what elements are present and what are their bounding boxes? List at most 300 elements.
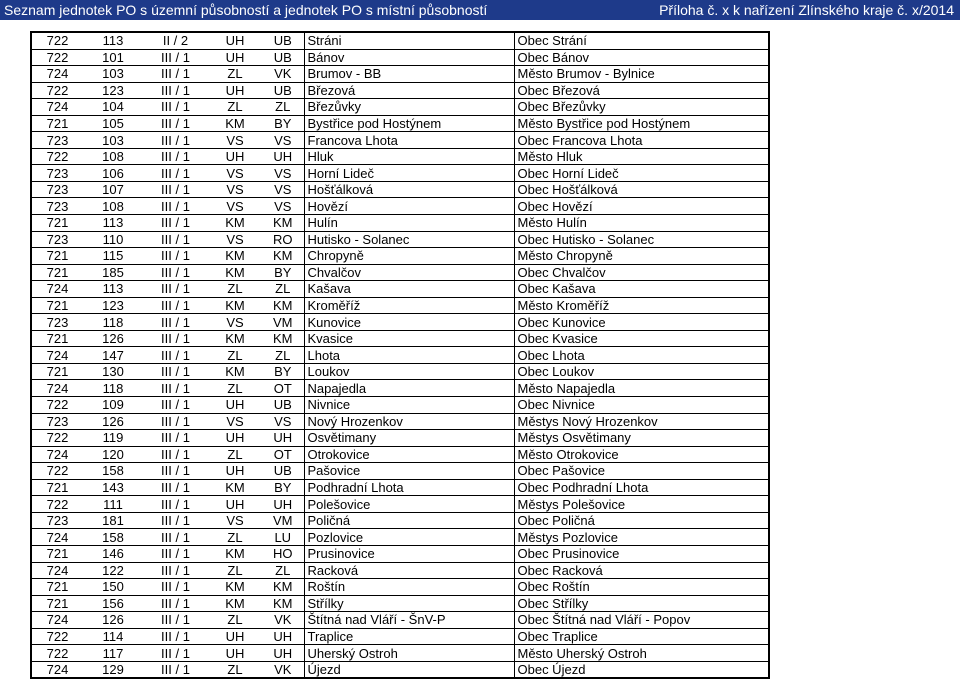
unit-code-cell: 721 [31, 330, 83, 347]
unit-code-cell: 723 [31, 512, 83, 529]
unit-code-cell: 721 [31, 479, 83, 496]
unit-number-cell: 181 [83, 512, 143, 529]
location-cell: Březová [304, 82, 514, 99]
unit-code-cell: 723 [31, 165, 83, 182]
table-row [31, 248, 769, 265]
category-cell: III / 1 [143, 463, 208, 480]
unit-number-cell: 130 [83, 363, 143, 380]
district-cell: UH [208, 32, 262, 49]
location-cell: Loukov [304, 363, 514, 380]
district-cell: ZL [208, 529, 262, 546]
district-cell: ZL [208, 380, 262, 397]
table-row [31, 99, 769, 116]
location-cell: Poličná [304, 512, 514, 529]
district-cell: UH [208, 148, 262, 165]
category-cell: III / 1 [143, 181, 208, 198]
table-row [31, 231, 769, 248]
municipality-cell: Město Otrokovice [514, 446, 769, 463]
district-cell: ZL [208, 99, 262, 116]
district-cell: KM [208, 248, 262, 265]
unit-number-cell: 113 [83, 32, 143, 49]
unit-code-cell: 723 [31, 314, 83, 331]
unit-code-cell: 724 [31, 612, 83, 629]
category-cell: III / 1 [143, 413, 208, 430]
unit-number-cell: 150 [83, 579, 143, 596]
unit-number-cell: 122 [83, 562, 143, 579]
district-cell: ZL [208, 347, 262, 364]
unit-number-cell: 143 [83, 479, 143, 496]
location-cell: Chvalčov [304, 264, 514, 281]
district-cell: ZL [208, 66, 262, 83]
category-cell: III / 1 [143, 661, 208, 678]
area-code-cell: HO [262, 545, 304, 562]
district-cell: KM [208, 215, 262, 232]
location-cell: Hluk [304, 148, 514, 165]
district-cell: KM [208, 595, 262, 612]
area-code-cell: ZL [262, 99, 304, 116]
table-row [31, 181, 769, 198]
location-cell: Kvasice [304, 330, 514, 347]
table-row [31, 115, 769, 132]
area-code-cell: BY [262, 264, 304, 281]
area-code-cell: OT [262, 446, 304, 463]
table-body [31, 32, 769, 678]
location-cell: Hutisko - Solanec [304, 231, 514, 248]
category-cell: III / 1 [143, 314, 208, 331]
unit-number-cell: 104 [83, 99, 143, 116]
table-row [31, 82, 769, 99]
district-cell: VS [208, 413, 262, 430]
unit-code-cell: 723 [31, 413, 83, 430]
unit-code-cell: 724 [31, 66, 83, 83]
district-cell: KM [208, 115, 262, 132]
location-cell: Polešovice [304, 496, 514, 513]
unit-number-cell: 113 [83, 215, 143, 232]
municipality-cell: Obec Podhradní Lhota [514, 479, 769, 496]
table-row [31, 148, 769, 165]
unit-number-cell: 114 [83, 628, 143, 645]
location-cell: Chropyně [304, 248, 514, 265]
district-cell: UH [208, 82, 262, 99]
category-cell: III / 1 [143, 612, 208, 629]
unit-code-cell: 722 [31, 32, 83, 49]
location-cell: Nový Hrozenkov [304, 413, 514, 430]
area-code-cell: VM [262, 314, 304, 331]
municipality-cell: Městys Polešovice [514, 496, 769, 513]
unit-code-cell: 721 [31, 115, 83, 132]
unit-code-cell: 721 [31, 363, 83, 380]
unit-number-cell: 156 [83, 595, 143, 612]
municipality-cell: Obec Střílky [514, 595, 769, 612]
unit-code-cell: 724 [31, 347, 83, 364]
table-row [31, 628, 769, 645]
table-row [31, 330, 769, 347]
location-cell: Traplice [304, 628, 514, 645]
unit-number-cell: 118 [83, 380, 143, 397]
unit-number-cell: 113 [83, 281, 143, 298]
district-cell: KM [208, 363, 262, 380]
location-cell: Kroměříž [304, 297, 514, 314]
location-cell: Střílky [304, 595, 514, 612]
table-row [31, 579, 769, 596]
table-row [31, 545, 769, 562]
location-cell: Lhota [304, 347, 514, 364]
municipality-cell: Obec Traplice [514, 628, 769, 645]
category-cell: III / 1 [143, 380, 208, 397]
location-cell: Hulín [304, 215, 514, 232]
location-cell: Březůvky [304, 99, 514, 116]
municipality-cell: Obec Lhota [514, 347, 769, 364]
district-cell: VS [208, 512, 262, 529]
category-cell: III / 1 [143, 330, 208, 347]
municipality-cell: Obec Poličná [514, 512, 769, 529]
table-row [31, 363, 769, 380]
municipality-cell: Obec Racková [514, 562, 769, 579]
location-cell: Hošťálková [304, 181, 514, 198]
municipality-cell: Obec Strání [514, 32, 769, 49]
location-cell: Kunovice [304, 314, 514, 331]
area-code-cell: UH [262, 430, 304, 447]
document-title: Seznam jednotek PO s územní působností a jednotek PO s místní působností [4, 2, 488, 18]
unit-number-cell: 126 [83, 413, 143, 430]
municipality-cell: Obec Prusinovice [514, 545, 769, 562]
municipality-cell: Obec Bánov [514, 49, 769, 66]
area-code-cell: VS [262, 198, 304, 215]
area-code-cell: BY [262, 363, 304, 380]
area-code-cell: UB [262, 49, 304, 66]
unit-code-cell: 722 [31, 463, 83, 480]
unit-code-cell: 723 [31, 132, 83, 149]
area-code-cell: KM [262, 297, 304, 314]
unit-number-cell: 111 [83, 496, 143, 513]
unit-number-cell: 119 [83, 430, 143, 447]
category-cell: II / 2 [143, 32, 208, 49]
unit-code-cell: 724 [31, 661, 83, 678]
district-cell: UH [208, 496, 262, 513]
category-cell: III / 1 [143, 248, 208, 265]
municipality-cell: Obec Horní Lideč [514, 165, 769, 182]
unit-code-cell: 721 [31, 297, 83, 314]
unit-code-cell: 722 [31, 430, 83, 447]
area-code-cell: UH [262, 148, 304, 165]
location-cell: Horní Lideč [304, 165, 514, 182]
municipality-cell: Obec Hovězí [514, 198, 769, 215]
unit-number-cell: 185 [83, 264, 143, 281]
unit-code-cell: 724 [31, 562, 83, 579]
district-cell: KM [208, 330, 262, 347]
category-cell: III / 1 [143, 579, 208, 596]
category-cell: III / 1 [143, 82, 208, 99]
unit-code-cell: 724 [31, 281, 83, 298]
location-cell: Uherský Ostroh [304, 645, 514, 662]
table-row [31, 32, 769, 49]
municipality-cell: Město Hulín [514, 215, 769, 232]
area-code-cell: OT [262, 380, 304, 397]
municipality-cell: Město Hluk [514, 148, 769, 165]
category-cell: III / 1 [143, 231, 208, 248]
municipality-cell: Obec Hutisko - Solanec [514, 231, 769, 248]
unit-number-cell: 118 [83, 314, 143, 331]
location-cell: Podhradní Lhota [304, 479, 514, 496]
district-cell: ZL [208, 446, 262, 463]
category-cell: III / 1 [143, 198, 208, 215]
unit-code-cell: 721 [31, 579, 83, 596]
location-cell: Pozlovice [304, 529, 514, 546]
table-row [31, 49, 769, 66]
municipality-cell: Obec Štítná nad Vláří - Popov [514, 612, 769, 629]
category-cell: III / 1 [143, 215, 208, 232]
location-cell: Otrokovice [304, 446, 514, 463]
category-cell: III / 1 [143, 545, 208, 562]
municipality-cell: Obec Březůvky [514, 99, 769, 116]
category-cell: III / 1 [143, 562, 208, 579]
table-row [31, 413, 769, 430]
unit-code-cell: 724 [31, 446, 83, 463]
district-cell: VS [208, 165, 262, 182]
category-cell: III / 1 [143, 165, 208, 182]
area-code-cell: UB [262, 463, 304, 480]
table-row [31, 66, 769, 83]
district-cell: KM [208, 479, 262, 496]
district-cell: KM [208, 545, 262, 562]
municipality-cell: Městys Osvětimany [514, 430, 769, 447]
municipality-cell: Obec Hošťálková [514, 181, 769, 198]
district-cell: ZL [208, 612, 262, 629]
table-row [31, 512, 769, 529]
unit-number-cell: 117 [83, 645, 143, 662]
municipality-cell: Město Chropyně [514, 248, 769, 265]
table-row [31, 297, 769, 314]
district-cell: VS [208, 231, 262, 248]
municipality-cell: Město Brumov - Bylnice [514, 66, 769, 83]
table-row [31, 496, 769, 513]
location-cell: Kašava [304, 281, 514, 298]
category-cell: III / 1 [143, 496, 208, 513]
location-cell: Pašovice [304, 463, 514, 480]
district-cell: KM [208, 264, 262, 281]
category-cell: III / 1 [143, 148, 208, 165]
category-cell: III / 1 [143, 115, 208, 132]
area-code-cell: VK [262, 612, 304, 629]
table-row [31, 612, 769, 629]
unit-code-cell: 722 [31, 82, 83, 99]
municipality-cell: Obec Chvalčov [514, 264, 769, 281]
table-row [31, 430, 769, 447]
municipality-cell: Město Napajedla [514, 380, 769, 397]
municipality-cell: Městys Nový Hrozenkov [514, 413, 769, 430]
area-code-cell: UH [262, 628, 304, 645]
area-code-cell: UH [262, 496, 304, 513]
area-code-cell: VS [262, 413, 304, 430]
district-cell: UH [208, 49, 262, 66]
category-cell: III / 1 [143, 66, 208, 83]
district-cell: VS [208, 181, 262, 198]
unit-code-cell: 724 [31, 380, 83, 397]
area-code-cell: KM [262, 330, 304, 347]
unit-number-cell: 129 [83, 661, 143, 678]
unit-number-cell: 126 [83, 612, 143, 629]
municipality-cell: Město Bystřice pod Hostýnem [514, 115, 769, 132]
area-code-cell: KM [262, 215, 304, 232]
category-cell: III / 1 [143, 99, 208, 116]
location-cell: Prusinovice [304, 545, 514, 562]
unit-code-cell: 722 [31, 397, 83, 414]
category-cell: III / 1 [143, 132, 208, 149]
unit-code-cell: 722 [31, 148, 83, 165]
category-cell: III / 1 [143, 645, 208, 662]
table-row [31, 165, 769, 182]
category-cell: III / 1 [143, 281, 208, 298]
unit-code-cell: 724 [31, 529, 83, 546]
unit-number-cell: 107 [83, 181, 143, 198]
area-code-cell: VS [262, 181, 304, 198]
municipality-cell: Obec Roštín [514, 579, 769, 596]
area-code-cell: VS [262, 165, 304, 182]
table-row [31, 314, 769, 331]
district-cell: UH [208, 463, 262, 480]
unit-number-cell: 110 [83, 231, 143, 248]
unit-code-cell: 723 [31, 231, 83, 248]
municipality-cell: Obec Kunovice [514, 314, 769, 331]
area-code-cell: BY [262, 479, 304, 496]
table-row [31, 215, 769, 232]
municipality-cell: Město Kroměříž [514, 297, 769, 314]
location-cell: Napajedla [304, 380, 514, 397]
unit-number-cell: 123 [83, 82, 143, 99]
area-code-cell: RO [262, 231, 304, 248]
unit-code-cell: 723 [31, 181, 83, 198]
location-cell: Nivnice [304, 397, 514, 414]
location-cell: Francova Lhota [304, 132, 514, 149]
unit-code-cell: 721 [31, 595, 83, 612]
area-code-cell: UB [262, 32, 304, 49]
category-cell: III / 1 [143, 297, 208, 314]
location-cell: Osvětimany [304, 430, 514, 447]
location-cell: Roštín [304, 579, 514, 596]
category-cell: III / 1 [143, 446, 208, 463]
unit-code-cell: 721 [31, 545, 83, 562]
unit-code-cell: 721 [31, 248, 83, 265]
table-row [31, 645, 769, 662]
district-cell: KM [208, 579, 262, 596]
unit-number-cell: 101 [83, 49, 143, 66]
table-row [31, 198, 769, 215]
category-cell: III / 1 [143, 49, 208, 66]
document-header [0, 0, 960, 20]
table-row [31, 397, 769, 414]
district-cell: ZL [208, 562, 262, 579]
area-code-cell: KM [262, 248, 304, 265]
table-row [31, 562, 769, 579]
municipality-cell: Obec Nivnice [514, 397, 769, 414]
area-code-cell: LU [262, 529, 304, 546]
unit-number-cell: 120 [83, 446, 143, 463]
unit-code-cell: 724 [31, 99, 83, 116]
district-cell: VS [208, 314, 262, 331]
table-row [31, 479, 769, 496]
unit-number-cell: 146 [83, 545, 143, 562]
unit-code-cell: 722 [31, 49, 83, 66]
area-code-cell: VK [262, 661, 304, 678]
district-cell: ZL [208, 661, 262, 678]
unit-code-cell: 721 [31, 215, 83, 232]
municipality-cell: Obec Újezd [514, 661, 769, 678]
table-row [31, 661, 769, 678]
unit-number-cell: 158 [83, 463, 143, 480]
unit-number-cell: 126 [83, 330, 143, 347]
area-code-cell: ZL [262, 347, 304, 364]
area-code-cell: UB [262, 82, 304, 99]
municipality-cell: Město Uherský Ostroh [514, 645, 769, 662]
district-cell: UH [208, 645, 262, 662]
category-cell: III / 1 [143, 397, 208, 414]
location-cell: Hovězí [304, 198, 514, 215]
category-cell: III / 1 [143, 628, 208, 645]
category-cell: III / 1 [143, 479, 208, 496]
unit-number-cell: 105 [83, 115, 143, 132]
district-cell: UH [208, 628, 262, 645]
area-code-cell: KM [262, 579, 304, 596]
municipality-cell: Obec Loukov [514, 363, 769, 380]
table-row [31, 264, 769, 281]
table-row [31, 446, 769, 463]
location-cell: Újezd [304, 661, 514, 678]
table-row [31, 347, 769, 364]
location-cell: Racková [304, 562, 514, 579]
annex-reference: Příloha č. x k nařízení Zlínského kraje č. x/2014 [659, 2, 954, 18]
district-cell: UH [208, 397, 262, 414]
table-row [31, 595, 769, 612]
table-row [31, 380, 769, 397]
unit-number-cell: 147 [83, 347, 143, 364]
area-code-cell: ZL [262, 281, 304, 298]
unit-number-cell: 103 [83, 132, 143, 149]
unit-number-cell: 106 [83, 165, 143, 182]
area-code-cell: KM [262, 595, 304, 612]
location-cell: Stráni [304, 32, 514, 49]
area-code-cell: BY [262, 115, 304, 132]
area-code-cell: VS [262, 132, 304, 149]
municipality-cell: Obec Kašava [514, 281, 769, 298]
area-code-cell: ZL [262, 562, 304, 579]
category-cell: III / 1 [143, 512, 208, 529]
unit-number-cell: 115 [83, 248, 143, 265]
district-cell: KM [208, 297, 262, 314]
district-cell: UH [208, 430, 262, 447]
table-row [31, 281, 769, 298]
category-cell: III / 1 [143, 347, 208, 364]
unit-number-cell: 109 [83, 397, 143, 414]
table-row [31, 529, 769, 546]
district-cell: ZL [208, 281, 262, 298]
unit-number-cell: 103 [83, 66, 143, 83]
location-cell: Bystřice pod Hostýnem [304, 115, 514, 132]
municipality-cell: Obec Kvasice [514, 330, 769, 347]
municipality-cell: Městys Pozlovice [514, 529, 769, 546]
unit-number-cell: 123 [83, 297, 143, 314]
category-cell: III / 1 [143, 363, 208, 380]
unit-number-cell: 108 [83, 148, 143, 165]
unit-number-cell: 158 [83, 529, 143, 546]
area-code-cell: VM [262, 512, 304, 529]
municipality-cell: Obec Březová [514, 82, 769, 99]
district-cell: VS [208, 198, 262, 215]
units-table [30, 31, 770, 679]
unit-code-cell: 722 [31, 645, 83, 662]
district-cell: VS [208, 132, 262, 149]
unit-code-cell: 723 [31, 198, 83, 215]
table-row [31, 132, 769, 149]
